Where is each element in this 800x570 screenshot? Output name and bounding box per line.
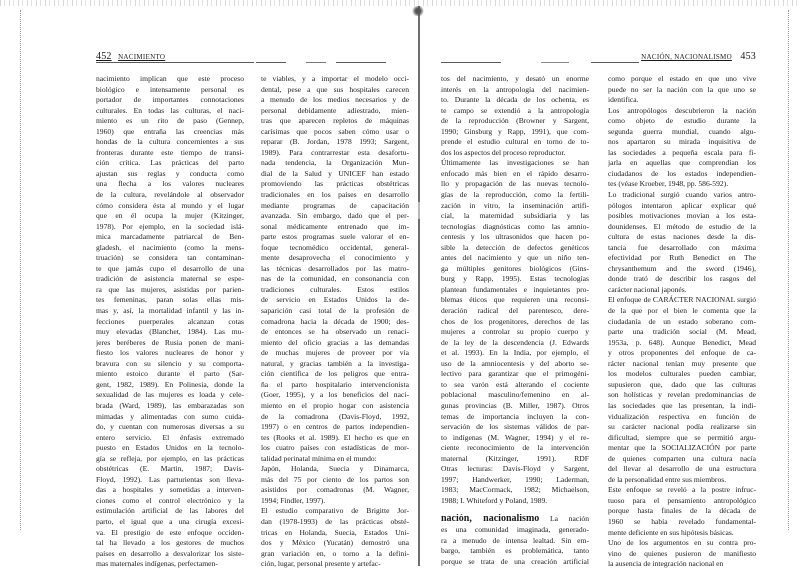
text-line: puesto en Estados Unidos en la tecnolo- [96,443,244,453]
text-line: mente deficiente en sus hipótesis básicas. [608,527,734,537]
text-line: burg y Rapp, 1995). Estas tecnologías [441,274,589,284]
text-line: tecnologías diagnósticas como las amnio- [441,221,589,231]
text-line: nas de la comunidad, en consonancia con [261,274,409,284]
text-column [261,74,409,570]
text-line: las sociedades a pequeña escala para fi- [608,147,756,157]
text-line: fiesto los valores nucleares de honor y [96,348,244,358]
text-line: foque tecnomédico occidental, general- [261,242,409,252]
text-line: saparición casi total de la profesión de [261,306,409,316]
text-line: gía se refleja, por ejemplo, en las prácticas [96,453,244,463]
text-line: efectividad por Ruth Benedict en The [608,253,756,263]
text-line: mas y, así, la mortalidad infantil y las in- [96,306,244,316]
text-line: mente desaprovecha el conocimiento y [261,253,409,263]
text-line: poblacional masculino/femenino en al- [441,390,589,400]
text-line: miento del oficio gracias a las demandas [261,337,409,347]
text-line: to sea varón está alterando el cociente [441,379,589,389]
text-line: prende el estudio cultural en torno de to- [441,137,589,147]
text-line: tradición de asistencia maternal se espe- [96,274,244,284]
text-line: más del 75 por ciento de los partos son [261,474,409,484]
text-line: 1978). Por ejemplo, en la sociedad islá- [96,221,244,231]
text-line: ciones como el control electrónico y la [96,495,244,505]
text-line: te que jamás cupo el desarrollo de una [96,263,244,273]
text-line: estimulación artificial de las labores del [96,506,244,516]
text-line: miento en el propio hogar con asistencia [261,400,409,410]
left-page [96,0,411,568]
text-line: va. El prestigio de este enfoque occiden- [96,527,244,537]
text-line: das a hospitales y sometidas a interven- [96,485,244,495]
header-rule [591,62,639,63]
text-line: ra que las mujeres, asistidas por parien- [96,284,244,294]
text-line: países en desarrollo a desvalorizar los siste- [96,548,244,558]
text-line: posibles motivaciones movían a los esta- [608,211,756,221]
text-line: centesis y los ultrasonidos que hacen po- [441,232,589,242]
text-line: parte estos programas suele valorar el en- [261,232,409,242]
text-line: asistidos por comadronas (M. Wagner, [261,485,409,495]
text-line: como porque el estado en que uno vive [608,74,756,83]
text-line: tes (Rooks et al. 1989). El hecho es que en [261,432,409,442]
text-line: nada tendencia, la Organización Mun- [261,158,409,168]
text-column [96,74,244,570]
text-line: mediante programas de capacitación [261,200,409,210]
text-line: 1989). Para contrarrestar esta desafortu- [261,147,409,157]
text-line: segunda guerra mundial, cuando algu- [608,126,756,136]
text-line: (Goer, 1995), y a los beneficios del naci- [261,390,409,400]
text-line: promoviendo las prácticas obstétricas [261,179,409,189]
text-line: biológico e intensamente personal es [96,84,244,94]
text-line: de la comadrona (Davis-Floyd, 1992, [261,411,409,421]
text-line: truación) se considera tan contaminan- [96,253,244,263]
scan-edge-right [788,10,790,530]
text-line: talidad perinatal mínima en el mundo: [261,453,377,463]
text-line: llo y propagación de las nuevas tecnolo- [441,179,589,189]
text-line: la ausencia de integración nacional en [608,559,724,569]
header-rule [541,62,569,63]
text-line: vino de quienes pusieron de manifiesto [608,548,756,558]
text-line: to. Durante la década de los ochenta, es [441,95,589,105]
header-rule [336,62,386,63]
text-line: 1983; MacCormack, 1982; Michaelson, [441,485,589,495]
text-line: plantean fundamentales e inquietantes pro- [441,284,589,294]
text-line: gent, 1982, 1989). En Polinesia, donde la [96,379,244,389]
text-line: son holísticas y revelan predominancias de [608,390,756,400]
text-line: et al. 1993). En la India, por ejemplo, el [441,348,589,358]
text-line: dial de la Salud y UNICEF han estado [261,168,409,178]
text-line: muy elevadas (Blanchet, 1984). Las mu- [96,327,244,337]
text-line: rácter nacional tenían muy presente que [608,358,756,368]
text-line: gran variación en, o torno a la defini- [261,548,409,558]
text-line: como objeto de estudio durante la [608,116,756,126]
text-line: vidualización respectiva en función de [608,411,756,421]
text-line: jarla en aquellas que comprendían los [608,158,756,168]
text-line: de la personalidad entre sus miembros. [608,474,727,484]
gutter-shadow [411,6,425,16]
text-line: 1994; Findler, 1997). [261,495,326,505]
left-running-head [96,50,165,62]
page-number: 453 [740,51,756,62]
text-line: de entonces se ha observado un renaci- [261,327,409,337]
text-line: nos apartaron su mirada inquisitiva de [608,137,756,147]
text-line: tras que aparecen repletos de máquinas [261,116,409,126]
text-line: puede no ser la nación con la que uno se [608,84,756,94]
text-column [608,74,756,570]
text-column [441,74,589,567]
text-line: ciudadanía de un estado soberano com- [608,316,756,326]
text-line: to indígenas (M. Wagner, 1994) y el re- [441,432,589,442]
text-line: natural, y gracias también a la investiga- [261,358,409,368]
text-line: avanzada. Sin embargo, dado que el per- [261,211,409,221]
text-line: 1990; Ginsburg y Rapp, 1991), que com- [441,126,589,136]
text-line: dan (1978-1993) de las prácticas obsté- [261,516,409,526]
text-line: 1997) o en centros de partos independien- [261,422,409,432]
text-line: supusieron que, dado que las culturas [608,379,756,389]
text-line: obstétricas (E. Martin, 1987; Davis- [96,464,244,474]
text-line: Los antropólogos descubrieron la nación [608,105,756,115]
text-line: porque hasta finales de la década de [608,506,756,516]
text-line: te viables, y a importar el modelo occi- [261,74,409,83]
text-line: Uno de los argumentos en su contra pro- [608,538,756,548]
text-line: miento estoico durante el parto (Sar- [96,369,244,379]
text-line: sible la detección de defectos genéticos [441,242,589,252]
text-line: bravura con su silencio y su comporta- [96,358,244,368]
running-head-title: NACIMIENTO [118,53,166,61]
header-rule [96,62,254,63]
header-rule [441,62,501,63]
text-line: las técnicas desarrollados por las matro- [261,263,409,273]
text-line: carísimas que pocos saben cómo usar o [261,126,409,136]
text-line: cial, la maternidad subsidiaria y las [441,211,589,221]
entry-gap [441,506,589,514]
text-line: ción científica de los peligros que entra- [261,369,409,379]
text-line: mica marcadamente patriarcal de Ben- [96,232,244,242]
text-line: El enfoque de CARÁCTER NACIONAL surgió [608,295,756,305]
text-line: ción crítica. Las prácticas del parto [96,158,244,168]
text-line: zación in vitro, la inseminación artifi- [441,200,589,210]
text-line: ña el parto hospitalario intervencionista [261,379,409,389]
text-line: chos de los progenitores, derechos de las [441,316,589,326]
text-line: fronteras durante este tiempo de transi- [96,147,244,157]
text-line: dounidenses. El método de estudio de la [608,221,756,231]
text-line: maternal (Kitzinger, 1991). RDF [441,453,589,463]
text-line: entero servicio. El énfasis extremado [96,432,244,442]
text-line: de la cultura, revelándole al observador [96,190,244,200]
text-line: bargo, también es problemática, tanto [441,546,589,556]
text-line: Este enfoque se reveló a la postre infruc- [608,485,756,495]
text-line: ga múltiples genitores biológicos (Gins- [441,263,589,273]
text-line: interés en la antropología del nacimien- [441,84,589,94]
entry-headword: nación, nacionalismo [441,514,540,525]
running-head-title: NACIÓN, NACIONALISMO [641,53,732,61]
text-line: lectivo para garantizar que el primogéni- [441,369,589,379]
text-line: mujeres a controlar su propio cuerpo y [441,327,589,337]
text-line: sonal médicamente entrenado que im- [261,221,409,231]
text-line: Japón, Holanda, Suecia y Dinamarca, [261,464,409,474]
text-line: las sociedades que las presentan, la indi- [608,400,756,410]
text-line: cultura de estas naciones desde la dis- [608,232,756,242]
text-line: de la que por el bien le comenta que la [608,306,756,316]
text-line: mas maternales indígenas, perfectamen- [96,559,218,569]
text-line: blemas éticos que requieren una reconsi- [441,295,589,305]
text-line: do, y cuentan con numerosas diversas a su [96,422,244,432]
text-line: enfocado más bien en el rápido desarro- [441,168,589,178]
page-number: 452 [96,51,112,62]
text-line: tancia fue desarrollado con máxima [608,242,756,252]
text-line: uso de la amniocentesis y del aborto se- [441,358,589,368]
text-line: ajustan sus reglas y conducta como [96,168,244,178]
text-line: cómo considera ésta al mundo y el lugar [96,200,244,210]
text-line: ciente reconocimiento de la intervención [441,443,589,453]
text-line: gías de la reproducción, como la fertili- [441,190,589,200]
text-line: culturales. En todas las culturas, el naci- [96,105,244,115]
text-line: antes del nacimiento y que un niño ten- [441,253,589,263]
text-line: dos y México (Yucatán) demostró una [261,538,409,548]
text-line: comadrona hacia la década de 1900; des- [261,316,409,326]
text-line: temas de importancia incluyen la con- [441,411,589,421]
text-line: hondas de la cultura concernientes a sus [96,137,244,147]
text-line: Últimamente las investigaciones se han [441,158,589,168]
text-line: Floyd, 1992). Las parturientas son lleva- [96,474,244,484]
text-line: dental, pese a que sus hospitales carecen [261,84,409,94]
text-line: de la ley de la descendencia (J. Edwards [441,337,589,347]
text-line: tal ha llevado a los gestores de muchos [96,538,244,548]
text-line: brada (Ward, 1989), las embarazadas son [96,400,244,410]
text-line: los modelos culturales pueden cambiar, [608,369,756,379]
text-line: porque se trata de una creación artificial [441,556,589,566]
text-line: identifica. [608,95,639,105]
text-line: tes (véase Kroeber, 1948, pp. 586-592). [608,179,729,189]
text-line: es una comunidad imaginada, generado- [441,524,589,534]
text-line: tradiciones culturales. Estos estilos [261,284,409,294]
text-line: personal debidamente adiestrado, mien- [261,105,409,115]
text-line: parto, el igual que a una cirugía excesi- [96,516,244,526]
right-running-head [641,50,756,62]
text-line: carácter nacional japonés. [608,284,687,294]
text-line: 1953a, p. 648). Aunque Benedict, Mead [608,337,756,347]
text-line: dos los aspectos del proceso reproductor. [441,147,566,157]
header-rule [256,62,286,63]
text-line: 1988; I. Whiteford y Poland, 1989. [441,495,548,505]
book-gutter [418,6,420,566]
text-line: miento es un rito de paso (Gennep, [96,116,244,126]
text-line: tradicionales en los países en desarrollo [261,190,409,200]
text-line: reparar (B. Jordan, 1978 1993; Sargent, [261,137,409,147]
text-line: tuoso para el pensamiento antropológico [608,495,756,505]
text-line: deración radical del parentesco, dere- [441,306,589,316]
text-line: a menudo de los medios necesarios y de [261,95,409,105]
text-line: ción, lugar, personal presente y artefac- [261,559,381,569]
text-line: gladesh, el nacimiento (como la mens- [96,242,244,252]
text-line: tos del nacimiento, y desató un enorme [441,74,589,83]
header-rule [306,62,326,63]
text-line: tricas en Holanda, Suecia, Estados Uni- [261,527,409,537]
text-line: 1997; Handwerker, 1990; Laderman, [441,474,589,484]
text-line: de muchas mujeres de proveer por vía [261,348,409,358]
text-line: Lo tradicional surgió cuando varios antro- [608,190,756,200]
text-line: fecciones puerperales alcanzan cotas [96,316,244,326]
text-line: mentar que la SOCIALIZACIÓN por parte [608,443,756,453]
text-line: que en él ocupa la mujer (Kitzinger, [96,211,244,221]
text-line: chrysanthemum and the sword (1946), [608,263,756,273]
text-line: te campo se extendió a la antropología [441,105,589,115]
text-line: ra a menudo de intensa lealtad. Sin em- [441,535,589,545]
text-line: servación de los sistemas válidos de par- [441,422,589,432]
text-line: y otros proponentes del enfoque de ca- [608,348,756,358]
text-line: gunas provincias (B. Miller, 1987). Otros [441,400,589,410]
text-line: nacimiento implican que este proceso [96,74,244,83]
text-line: Otras lecturas: Davis-Floyd y Sargent, [441,464,589,474]
text-line: tes femeninas, paran solas ellas mis- [96,295,244,305]
text-line: dificultad, siempre que se permitió argu- [608,432,756,442]
entry-text: La nación [550,514,589,524]
text-line: ciudadanos de los estados independien- [608,168,756,178]
text-line: una flecha a los valores nucleares [96,179,244,189]
text-line: jeres beréberes de Rusia ponen de mani- [96,337,244,347]
text-line: de quienes comparten una cultura nacía [608,453,756,463]
text-line: portador de importantes connotaciones [96,95,244,105]
text-line: de la reproducción (Browner y Sargent, [441,116,589,126]
text-line: 1960 se había revelado fundamental- [608,516,756,526]
text-line: parte una tradición social (M. Mead, [608,327,756,337]
scan-edge-left [20,10,22,530]
text-line: El estudio comparativo de Brigitte Jor- [261,506,409,516]
text-line: los cuatro países con estadísticas de mor- [261,443,409,453]
text-line: donde trató de describir los rasgos del [608,274,756,284]
right-page [441,0,756,568]
text-line: mimadas y alimentadas con sumo cuida- [96,411,244,421]
text-line: su carácter nacional podía realizarse sin [608,422,756,432]
text-line: 1960) que entraña las creencias más [96,126,244,136]
text-line: de servicio en Estados Unidos la de- [261,295,409,305]
text-line: del llevar al desarrollo de una estructura [608,464,756,474]
text-line: pólogos intentaron aplicar explicar qué [608,200,756,210]
entry-first-line [441,514,589,525]
text-line: sexualidad de las mujeres es loada y cele- [96,390,244,400]
